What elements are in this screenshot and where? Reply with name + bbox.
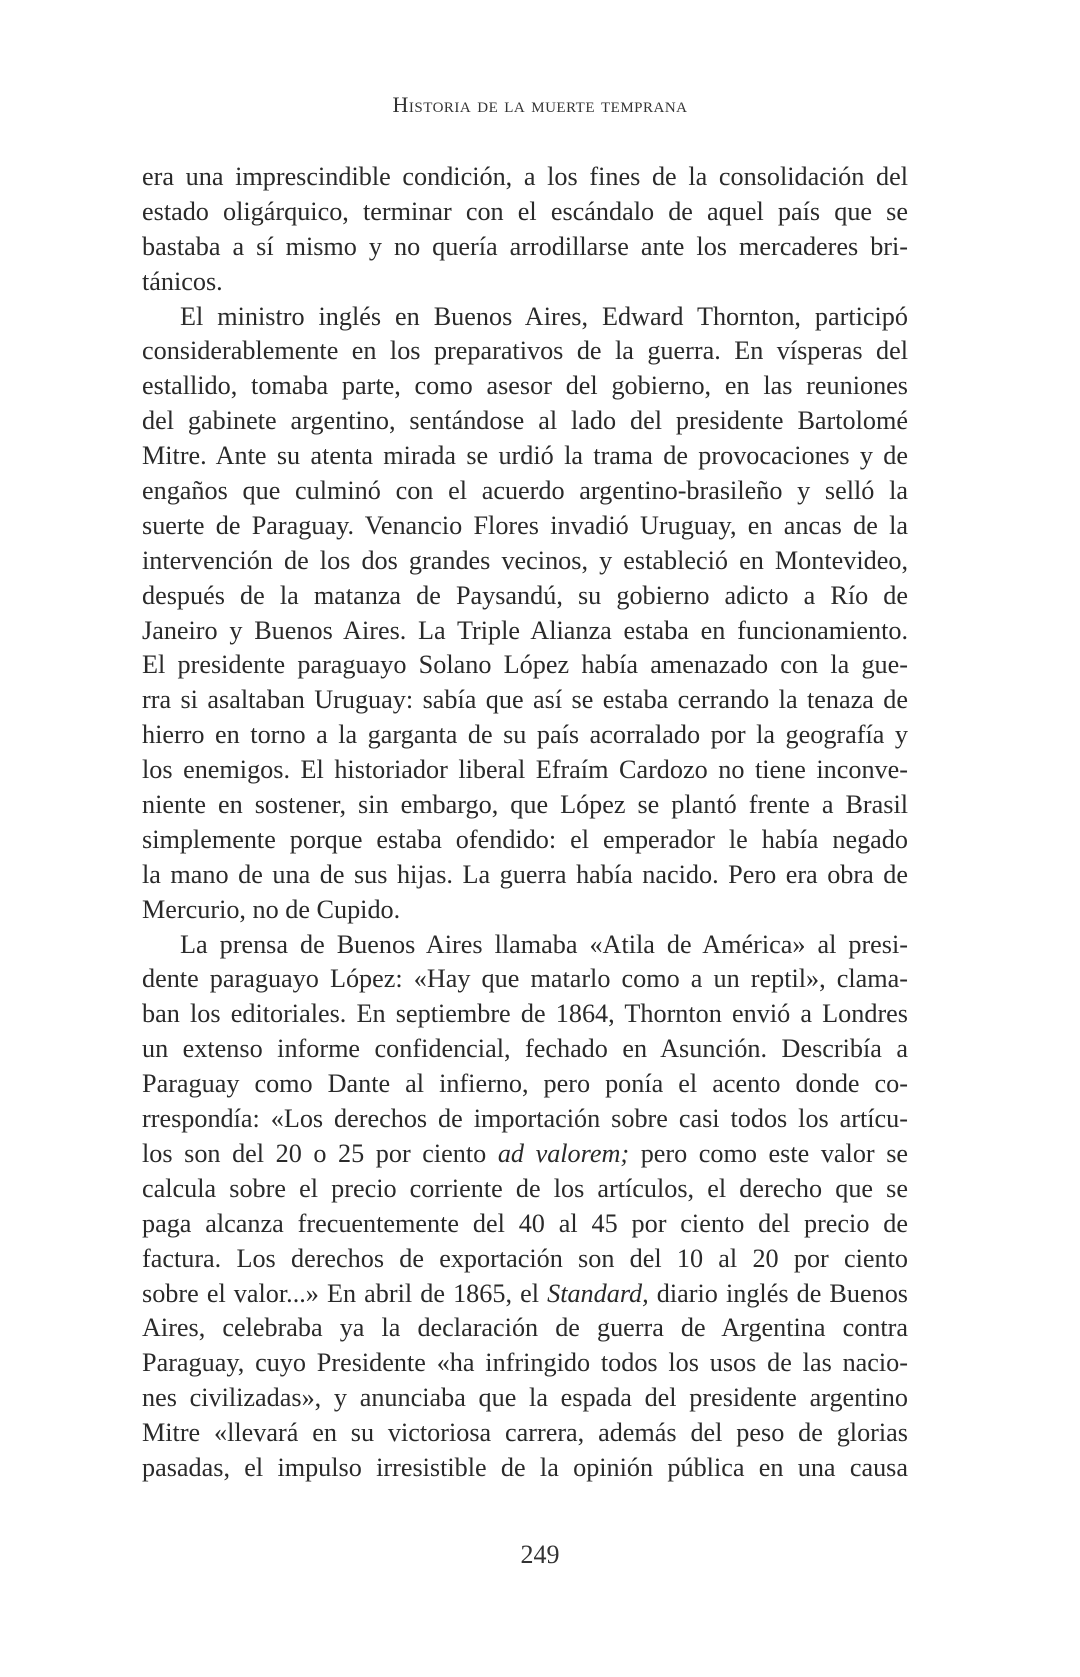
text-line: pasadas, el impulso irresistible de la opinión pública en una causa — [142, 1452, 908, 1482]
text-line: engaños que culminó con el acuerdo argentino-brasileño y selló la — [142, 476, 908, 506]
text-line: del gabinete argentino, sentándose al lado del presidente Bartolomé — [142, 406, 908, 436]
text-line — [142, 1137, 908, 1172]
text-line: El presidente paraguayo Solano López había amenazado con la gue- — [142, 650, 908, 680]
text-line: bastaba a sí mismo y no quería arrodillarse ante los mercaderes bri- — [142, 231, 908, 261]
text-line: rra si asaltaban Uruguay: sabía que así se estaba cerrando la tenaza de — [142, 685, 908, 715]
text-line: Paraguay como Dante al infierno, pero ponía el acento donde co- — [142, 1069, 908, 1099]
italic-term: Standard, — [547, 1278, 649, 1308]
text-line: después de la matanza de Paysandú, su gobierno adicto a Río de — [142, 580, 908, 610]
text-segment: sobre el valor...» En abril de 1865, el — [142, 1278, 548, 1308]
text-line — [142, 1277, 908, 1312]
text-line: intervención de los dos grandes vecinos, y estableció en Montevideo, — [142, 545, 908, 575]
text-line: Aires, celebraba ya la declaración de guerra de Argentina contra — [142, 1313, 908, 1343]
text-line: calcula sobre el precio corriente de los artículos, el derecho que se — [142, 1173, 908, 1203]
text-line: Mitre. Ante su atenta mirada se urdió la trama de provocaciones y de — [142, 441, 908, 471]
text-line: era una imprescindible condición, a los fines de la consolidación del — [142, 162, 908, 191]
body-text — [142, 160, 908, 1486]
text-line: hierro en torno a la garganta de su país acorralado por la geografía y — [142, 720, 908, 750]
text-line: simplemente porque estaba ofendido: el emperador le había negado — [142, 824, 908, 854]
text-line: los enemigos. El historiador liberal Efraím Cardozo no tiene inconve- — [142, 755, 908, 785]
text-line: la mano de una de sus hijas. La guerra había nacido. Pero era obra de — [142, 859, 908, 889]
text-line: Mitre «llevará en su victoriosa carrera, además del peso de glorias — [142, 1418, 908, 1448]
text-line: El ministro inglés en Buenos Aires, Edward Thornton, participó — [180, 301, 908, 331]
text-line: Janeiro y Buenos Aires. La Triple Alianza estaba en funcionamiento. — [142, 615, 908, 645]
text-line: paga alcanza frecuentemente del 40 al 45 por ciento del precio de — [142, 1208, 908, 1238]
text-line: un extenso informe confidencial, fechado en Asunción. Describía a — [142, 1034, 908, 1064]
text-line: tánicos. — [142, 266, 223, 296]
text-line: suerte de Paraguay. Venancio Flores invadió Uruguay, en ancas de la — [142, 510, 908, 540]
text-line: estado oligárquico, terminar con el escándalo de aquel país que se — [142, 196, 908, 226]
italic-term: ad valorem; — [497, 1138, 630, 1168]
text-segment: los son del 20 o 25 por ciento — [142, 1138, 498, 1168]
page-number: 249 — [520, 1540, 560, 1569]
text-line: Mercurio, no de Cupido. — [142, 894, 401, 924]
text-line: factura. Los derechos de exportación son del 10 al 20 por ciento — [142, 1243, 908, 1273]
text-line: nes civilizadas», y anunciaba que la espada del presidente argentino — [142, 1383, 908, 1413]
text-line: estallido, tomaba parte, como asesor del gobierno, en las reuniones — [142, 371, 908, 401]
text-line: ban los editoriales. En septiembre de 1864, Thornton envió a Londres — [142, 999, 908, 1029]
text-line: niente en sostener, sin embargo, que López se plantó frente a Brasil — [142, 790, 908, 820]
text-line: Paraguay, cuyo Presidente «ha infringido todos los usos de las nacio- — [142, 1348, 908, 1378]
text-line: La prensa de Buenos Aires llamaba «Atila de América» al presi- — [180, 929, 908, 959]
text-segment: pero como este valor se — [629, 1138, 909, 1168]
text-line: considerablemente en los preparativos de la guerra. En vísperas del — [142, 336, 908, 366]
text-segment: diario inglés de Buenos — [648, 1278, 908, 1308]
running-head-title: Historia de la muerte temprana — [392, 92, 688, 117]
text-line: dente paraguayo López: «Hay que matarlo como a un reptil», clama- — [142, 964, 908, 994]
text-line: rrespondía: «Los derechos de importación sobre casi todos los artícu- — [142, 1104, 908, 1134]
